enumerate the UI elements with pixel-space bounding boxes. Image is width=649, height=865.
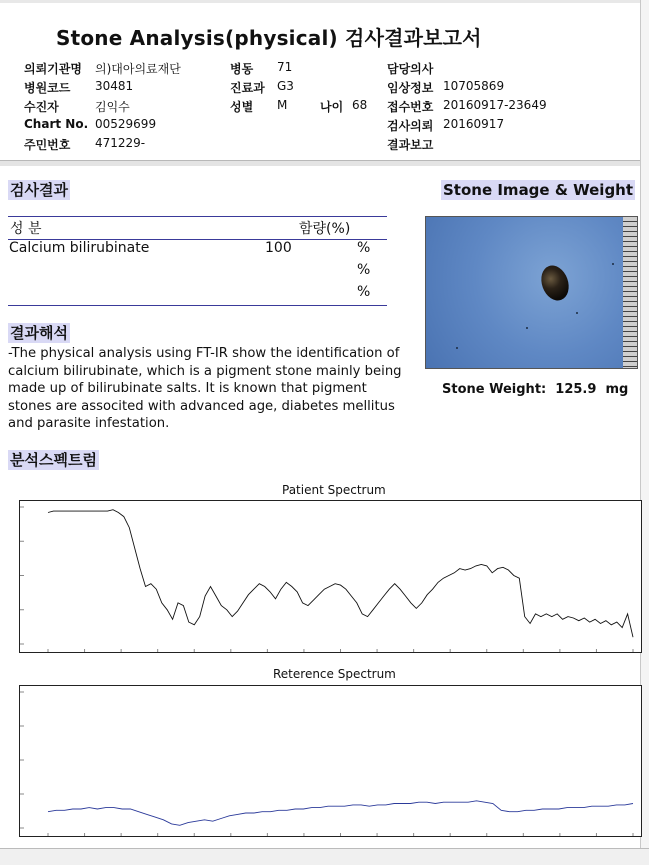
patient-spectrum-chart [19, 500, 642, 653]
page-top-border [0, 0, 649, 3]
stone-weight [442, 382, 628, 397]
info-field-label: 결과보고 [387, 138, 434, 152]
patient-spectrum-plot [20, 501, 641, 652]
ruler-scale [623, 217, 637, 368]
stone-photo [425, 216, 638, 369]
results-col-content: 함량(%) [299, 221, 351, 237]
result-unit: % [357, 284, 371, 300]
info-field-value: 20160917-23649 [443, 98, 547, 112]
results-col-component: 성 분 [10, 221, 42, 237]
info-field-label: 접수번호 [387, 100, 434, 114]
info-field-value: 김익수 [95, 100, 130, 114]
reference-spectrum-title: Reterence Spectrum [273, 667, 396, 681]
result-amount: 100 [265, 240, 292, 256]
info-field-value: 471229- [95, 136, 146, 150]
interpretation-heading: 결과해석 [10, 324, 68, 342]
info-field-label: 담당의사 [387, 62, 434, 76]
reference-spectrum-line [48, 801, 633, 826]
results-table-bottom-rule [8, 305, 387, 306]
page-bottom-bar [0, 848, 649, 865]
info-field-value: 10705869 [443, 79, 505, 93]
info-field-label: 수진자 [24, 100, 59, 114]
results-table-top-rule [8, 216, 387, 217]
info-field-value: G3 [277, 79, 294, 93]
stone-weight-unit: mg [605, 382, 629, 397]
info-field-value: M [277, 98, 288, 112]
info-field-label: 주민번호 [24, 138, 71, 152]
info-field-value: 의)대아의료재단 [95, 62, 181, 76]
info-field-label: 성별 [230, 100, 254, 114]
results-heading: 검사결과 [10, 181, 68, 199]
info-field-label: 임상정보 [387, 81, 434, 95]
info-field-label: 검사의뢰 [387, 119, 434, 133]
info-field-label: 병동 [230, 62, 254, 76]
stone-panel-heading: Stone Image & Weight [443, 181, 634, 199]
photo-speck [526, 327, 528, 329]
report-title: Stone Analysis(physical) 검사결과보고서 [56, 26, 482, 50]
info-field-value: 00529699 [95, 117, 157, 131]
result-component: Calcium bilirubinate [9, 240, 150, 256]
reference-spectrum-plot [20, 686, 641, 836]
stone-specimen [537, 262, 574, 305]
info-field-label: 의뢰기관명 [24, 62, 82, 76]
stone-weight-label: Stone Weight: [442, 382, 547, 397]
spectra-heading: 분석스펙트럼 [10, 451, 97, 469]
info-field-value: 71 [277, 60, 293, 74]
result-unit: % [357, 240, 371, 256]
patient-spectrum-line [48, 510, 633, 638]
photo-speck [612, 263, 614, 265]
photo-speck [576, 312, 578, 314]
info-field-value: 20160917 [443, 117, 505, 131]
result-unit: % [357, 262, 371, 278]
info-field-label: 나이 [320, 100, 344, 114]
photo-speck [456, 347, 458, 349]
header-divider [0, 160, 640, 166]
stone-weight-value: 125.9 [555, 382, 597, 397]
info-field-label: 병원코드 [24, 81, 71, 95]
patient-spectrum-title: Patient Spectrum [282, 483, 386, 497]
info-field-label: Chart No. [24, 117, 89, 131]
info-field-value: 30481 [95, 79, 134, 93]
info-field-label: 진료과 [230, 81, 265, 95]
reference-spectrum-chart [19, 685, 642, 837]
interpretation-text: -The physical analysis using FT-IR show the identification of calcium bilirubinate, which is a pigment stone mainly being made up of bilirubinate salts. It is known that pigment stones are associted with advanced age, diabetes mellitus and parasite infestation. [8, 346, 402, 431]
page-right-gutter [641, 0, 649, 864]
info-field-value: 68 [352, 98, 368, 112]
